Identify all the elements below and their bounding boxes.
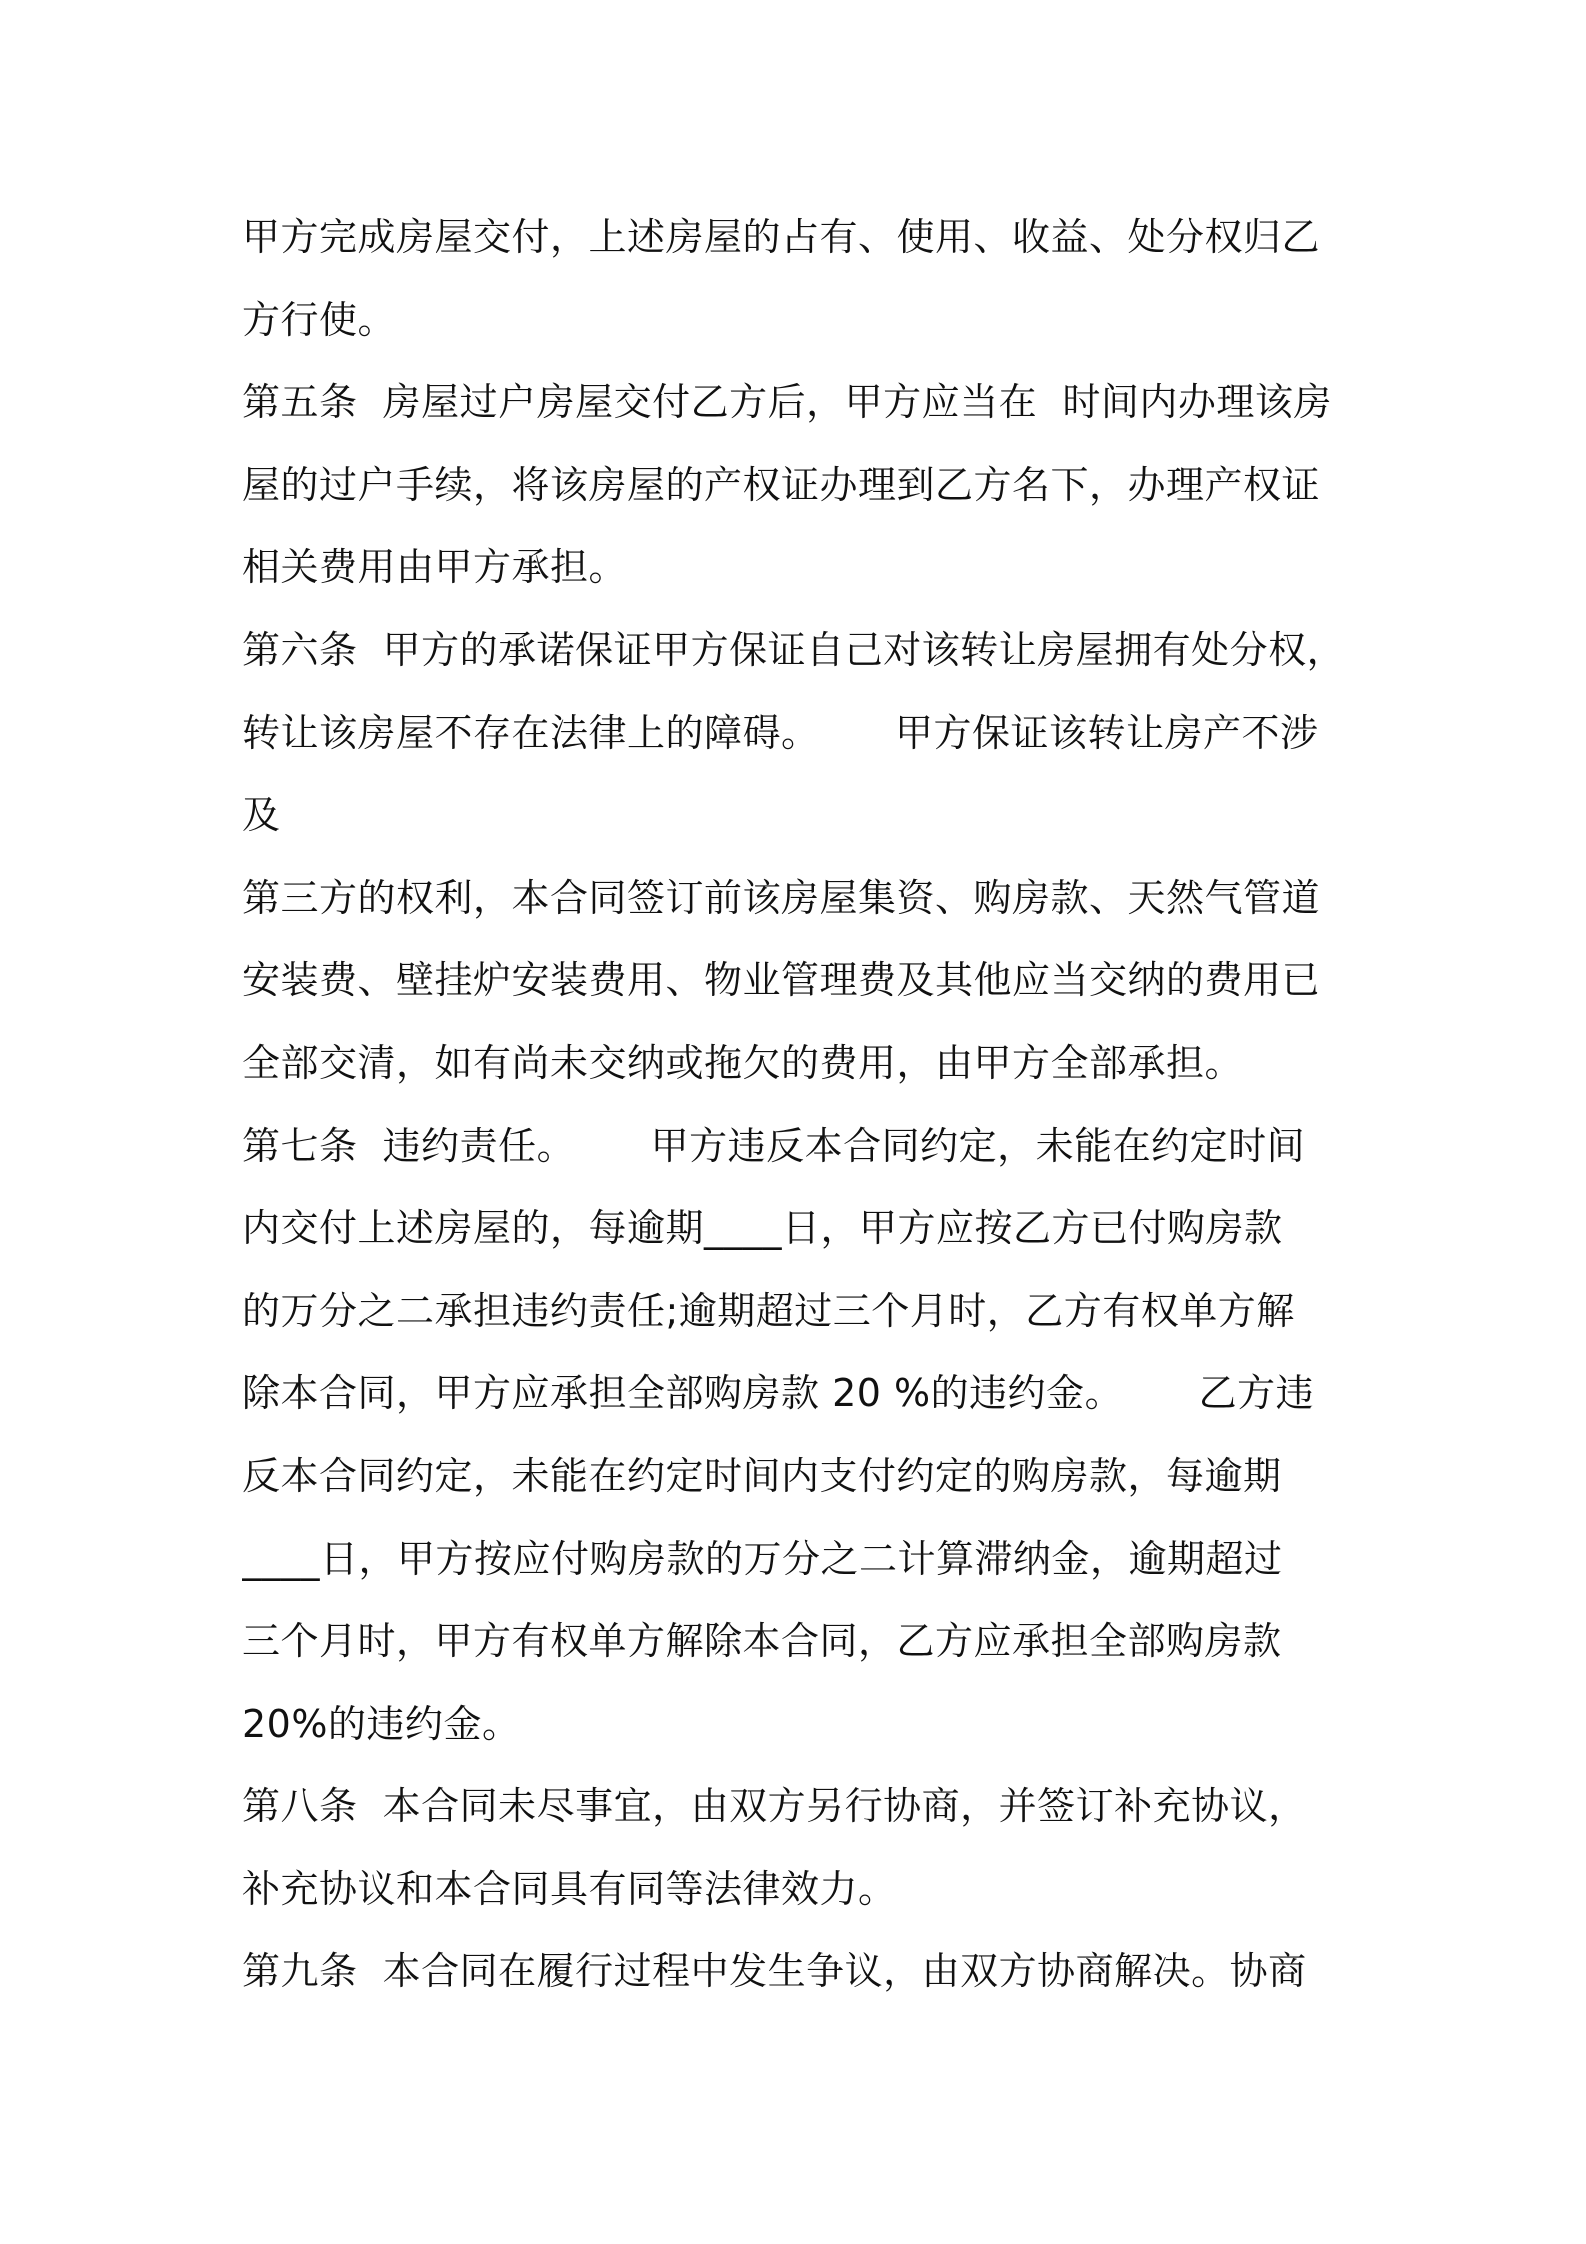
text-line: 三个月时，甲方有权单方解除本合同，乙方应承担全部购房款 (242, 1619, 1282, 1664)
text-line: 补充协议和本合同具有同等法律效力。 (242, 1866, 897, 1911)
text-line: 反本合同约定，未能在约定时间内支付约定的购房款，每逾期 (242, 1453, 1282, 1498)
text-line: 屋的过户手续，将该房屋的产权证办理到乙方名下，办理产权证 (242, 462, 1321, 507)
article-5-heading-line: 第五条 房屋过户房屋交付乙方后，甲方应当在 时间内办理该房 (242, 380, 1332, 425)
text-line: ____日，甲方按应付购房款的万分之二计算滞纳金，逾期超过 (242, 1536, 1283, 1581)
text-line: 安装费、壁挂炉安装费用、物业管理费及其他应当交纳的费用已 (242, 958, 1321, 1003)
text-line: 转让该房屋不存在法律上的障碍。 甲方保证该转让房产不涉 (242, 710, 1319, 755)
text-line: 全部交清，如有尚未交纳或拖欠的费用，由甲方全部承担。 (242, 1040, 1244, 1085)
article-6-heading-line: 第六条 甲方的承诺保证甲方保证自己对该转让房屋拥有处分权， (242, 627, 1346, 672)
article-9-heading-line: 第九条 本合同在履行过程中发生争议，由双方协商解决。协商 (242, 1949, 1307, 1994)
text-line: 方行使。 (242, 297, 397, 342)
text-line: 甲方完成房屋交付，上述房屋的占有、使用、收益、处分权归乙 (242, 215, 1321, 259)
article-7-heading-line: 第七条 违约责任。 甲方违反本合同约定，未能在约定时间 (242, 1123, 1306, 1168)
text-line: 除本合同，甲方应承担全部购房款 20 %的违约金。 乙方违 (242, 1371, 1315, 1416)
text-line: 及 (242, 793, 281, 838)
text-line: 内交付上述房屋的，每逾期____日，甲方应按乙方已付购房款 (242, 1206, 1283, 1251)
article-8-heading-line: 第八条 本合同未尽事宜，由双方另行协商，并签订补充协议， (242, 1784, 1307, 1829)
text-line: 第三方的权利，本合同签订前该房屋集资、购房款、天然气管道 (242, 875, 1321, 920)
text-line: 的万分之二承担违约责任;逾期超过三个月时，乙方有权单方解 (242, 1288, 1295, 1333)
text-line: 20%的违约金。 (242, 1701, 521, 1746)
text-line: 相关费用由甲方承担。 (242, 545, 628, 590)
contract-text (242, 196, 1372, 2013)
